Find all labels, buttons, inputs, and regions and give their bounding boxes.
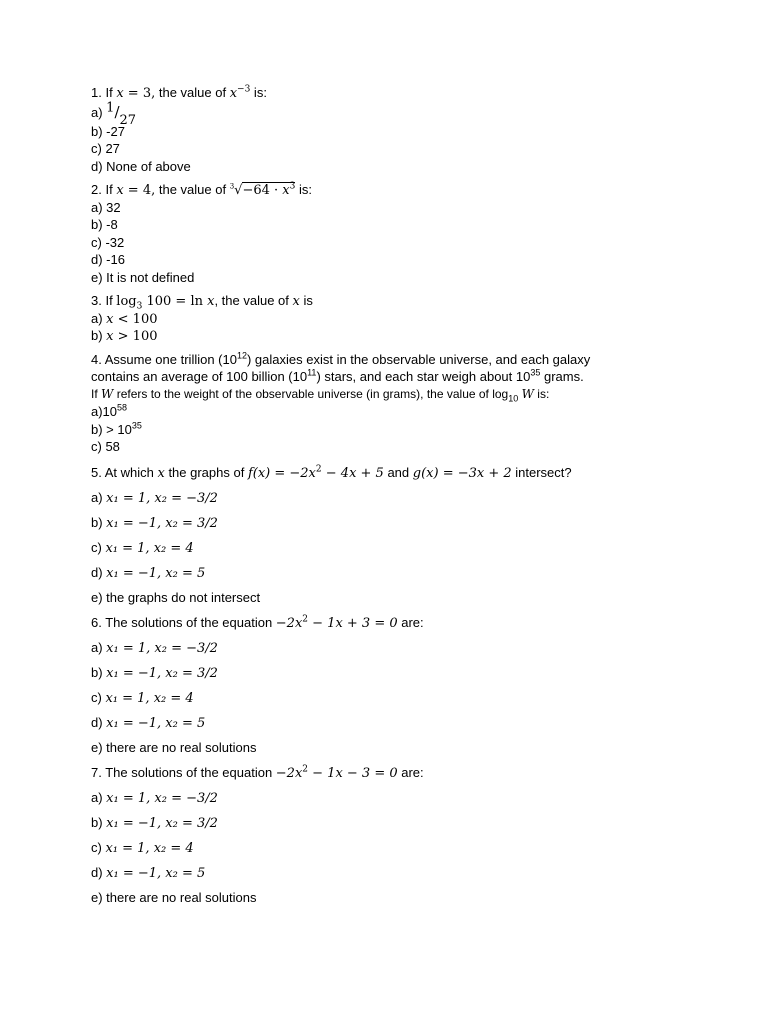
question-4-stem-line-3: If W refers to the weight of the observable universe (in grams), the value of $\log_{10} W$ is: — [91, 386, 550, 403]
question-7-option-b: b) x₁ = −1, x₂ = 3/2 — [91, 814, 218, 831]
question-4-option-c: c) 58 — [91, 439, 120, 454]
question-3-option-a: a) x < 100 — [91, 310, 158, 327]
question-5-option-b: b) x₁ = −1, x₂ = 3/2 — [91, 514, 218, 531]
question-2-option-b: b) -8 — [91, 217, 118, 232]
question-1-option-b: b) -27 — [91, 123, 125, 139]
question-1 — [91, 84, 711, 175]
question-2 — [91, 181, 711, 286]
question-6-stem: 6. The solutions of the equation $-2x^2 - 1x + 3 = 0$ are: — [91, 614, 424, 631]
question-4 — [91, 351, 711, 456]
question-7-option-d: d) x₁ = −1, x₂ = 5 — [91, 864, 206, 881]
question-4-option-a: $a)10^{58}$ — [91, 402, 128, 419]
question-7-option-a: a) x₁ = 1, x₂ = −3/2 — [91, 789, 218, 806]
question-7-stem: 7. The solutions of the equation $-2x^2 - 1x - 3 = 0$ are: — [91, 764, 424, 781]
question-6-option-c: c) x₁ = 1, x₂ = 4 — [91, 689, 194, 706]
question-6-option-e: e) there are no real solutions — [91, 739, 257, 755]
question-3-option-b: b) x > 100 — [91, 328, 158, 344]
question-2-option-d: d) -16 — [91, 252, 125, 267]
question-3 — [91, 292, 711, 345]
question-5-option-d: d) x₁ = −1, x₂ = 5 — [91, 564, 206, 581]
question-7-option-e: e) there are no real solutions — [91, 889, 257, 905]
quiz-document — [91, 84, 711, 910]
question-6-option-a: a) x₁ = 1, x₂ = −3/2 — [91, 639, 218, 656]
question-4-stem-line-1: 4. Assume one trillion $(10^{12})$ galaxies exist in the observable universe, and each galaxy — [91, 350, 591, 367]
question-1-stem: 1. If x = 3, the value of $x^{-3}$ is: — [91, 84, 267, 101]
question-5-stem: 5. At which x the graphs of $f(x) = -2x^2 - 4x + 5$ and g(x) = −3x + 2 intersect? — [91, 464, 572, 481]
question-4-stem-line-2: contains an average of 100 billion $(10^{11})$ stars, and each star weigh about $10^{35}$ grams. — [91, 367, 584, 384]
question-2-stem: 2. If x = 4, the value of $^3√-64 \cdot x^3$ is: — [91, 181, 312, 198]
question-4-option-b: $b) > 10^{35}$ — [91, 420, 142, 437]
question-3-stem: 3. If $\log_3 100 = \ln x$, the value of x is — [91, 293, 313, 312]
question-5-option-c: c) x₁ = 1, x₂ = 4 — [91, 539, 194, 556]
question-6-option-b: b) x₁ = −1, x₂ = 3/2 — [91, 664, 218, 681]
question-1-option-d: d) None of above — [91, 158, 191, 174]
question-6-option-d: d) x₁ = −1, x₂ = 5 — [91, 714, 206, 731]
question-2-option-e: e) It is not defined — [91, 269, 195, 285]
question-5-option-a: a) x₁ = 1, x₂ = −3/2 — [91, 489, 218, 506]
question-1-option-c: c) 27 — [91, 141, 120, 156]
question-2-option-c: c) -32 — [91, 234, 125, 250]
question-1-option-a: a) $^1/_{27}$ — [91, 100, 137, 129]
question-5-option-e: e) the graphs do not intersect — [91, 589, 261, 605]
question-7-option-c: c) x₁ = 1, x₂ = 4 — [91, 839, 194, 856]
cube-root-symbol: √ — [234, 183, 243, 198]
question-2-option-a: a) 32 — [91, 199, 121, 215]
question-5 — [91, 460, 711, 910]
